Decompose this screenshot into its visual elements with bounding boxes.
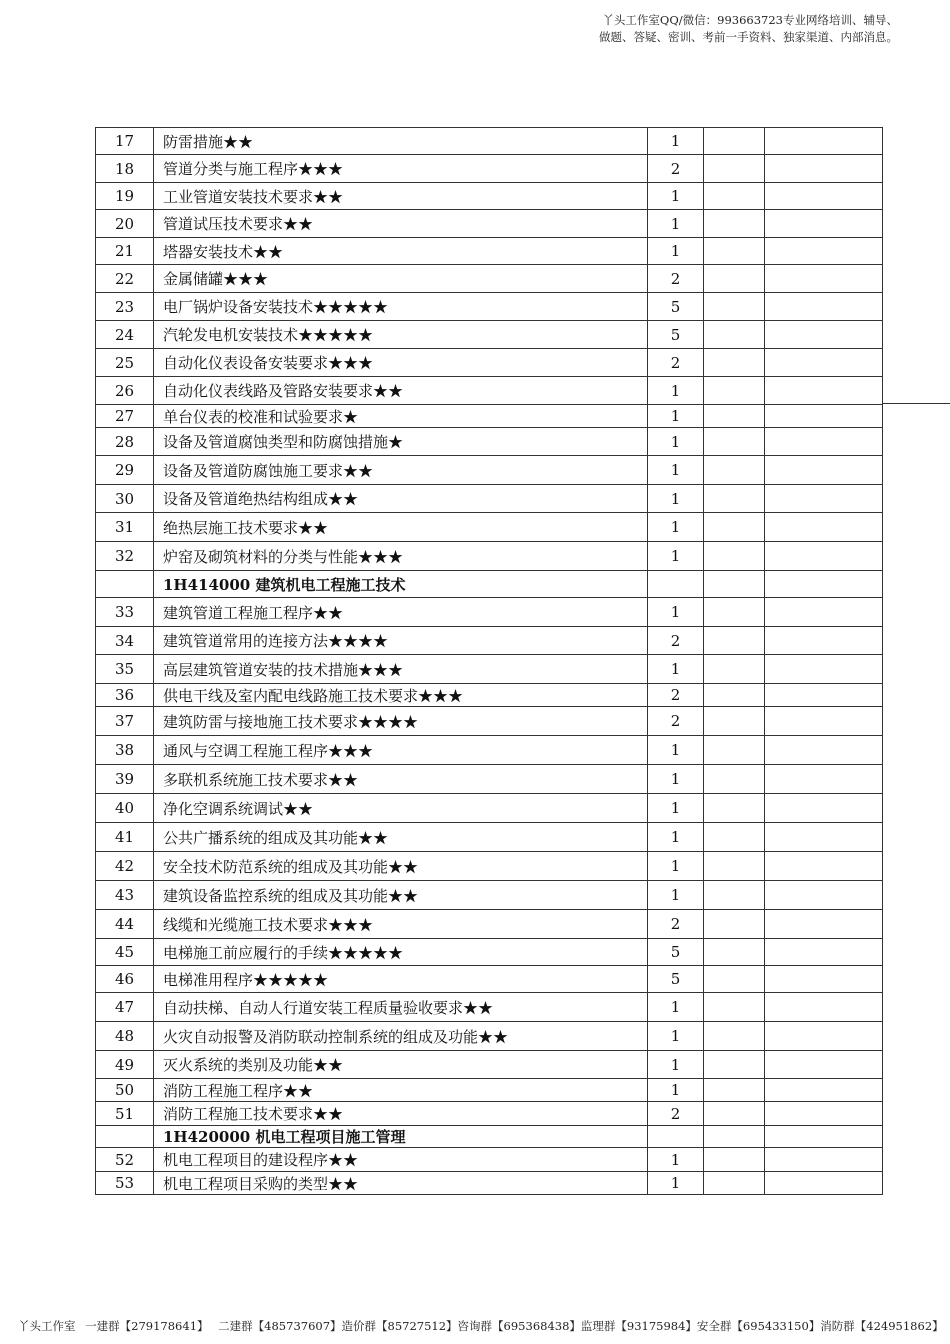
blank-cell (704, 1148, 765, 1172)
score-value: 2 (648, 684, 704, 707)
topic-title: 建筑设备监控系统的组成及其功能★★ (154, 881, 648, 910)
row-number: 31 (96, 513, 154, 542)
blank-cell (765, 428, 883, 456)
blank-cell (765, 183, 883, 210)
row-number: 37 (96, 707, 154, 736)
score-value: 1 (648, 852, 704, 881)
score-value: 1 (648, 456, 704, 485)
syllabus-table-body (96, 128, 883, 1195)
blank-cell (765, 349, 883, 377)
blank-cell (765, 377, 883, 405)
blank-cell (704, 655, 765, 684)
score-value: 1 (648, 765, 704, 794)
blank-cell (704, 684, 765, 707)
row-number: 24 (96, 321, 154, 349)
score-value: 1 (648, 485, 704, 513)
row-number: 48 (96, 1022, 154, 1051)
row-number: 49 (96, 1051, 154, 1079)
score-value: 1 (648, 542, 704, 571)
blank-cell (765, 1022, 883, 1051)
blank-cell (765, 707, 883, 736)
blank-cell (765, 823, 883, 852)
topic-title: 电梯准用程序★★★★★ (154, 966, 648, 993)
blank-cell (704, 627, 765, 655)
row-number: 41 (96, 823, 154, 852)
section-score-cell (648, 1126, 704, 1148)
topic-title: 净化空调系统调试★★ (154, 794, 648, 823)
blank-cell (765, 513, 883, 542)
footer-contacts (18, 1318, 950, 1334)
blank-cell (704, 881, 765, 910)
blank-cell (765, 627, 883, 655)
row-number: 21 (96, 238, 154, 265)
table-row (96, 684, 883, 707)
blank-cell (765, 993, 883, 1022)
score-value: 5 (648, 293, 704, 321)
section-num-cell (96, 571, 154, 598)
blank-cell (704, 1079, 765, 1102)
topic-title: 绝热层施工技术要求★★ (154, 513, 648, 542)
blank-cell (765, 1051, 883, 1079)
score-value: 2 (648, 155, 704, 183)
blank-cell (704, 155, 765, 183)
score-value: 1 (648, 598, 704, 627)
topic-title: 自动化仪表线路及管路安装要求★★ (154, 377, 648, 405)
blank-cell (704, 939, 765, 966)
blank-cell (765, 1079, 883, 1102)
blank-cell (704, 293, 765, 321)
row-number: 47 (96, 993, 154, 1022)
topic-title: 管道试压技术要求★★ (154, 210, 648, 238)
table-row (96, 265, 883, 293)
blank-cell (704, 736, 765, 765)
table-row (96, 210, 883, 238)
blank-cell (704, 542, 765, 571)
table-row (96, 155, 883, 183)
row-number: 30 (96, 485, 154, 513)
row-number: 40 (96, 794, 154, 823)
row-number: 53 (96, 1172, 154, 1195)
blank-cell (765, 939, 883, 966)
blank-cell (704, 852, 765, 881)
blank-cell (704, 1172, 765, 1195)
row-number: 50 (96, 1079, 154, 1102)
section-row (96, 1126, 883, 1148)
blank-cell (765, 1148, 883, 1172)
blank-cell (765, 1126, 883, 1148)
topic-title: 自动扶梯、自动人行道安装工程质量验收要求★★ (154, 993, 648, 1022)
topic-title: 公共广播系统的组成及其功能★★ (154, 823, 648, 852)
table-row (96, 993, 883, 1022)
score-value: 1 (648, 881, 704, 910)
topic-title: 防雷措施★★ (154, 128, 648, 155)
topic-title: 高层建筑管道安装的技术措施★★★ (154, 655, 648, 684)
topic-title: 工业管道安装技术要求★★ (154, 183, 648, 210)
blank-cell (704, 966, 765, 993)
blank-cell (765, 456, 883, 485)
section-score-cell (648, 571, 704, 598)
topic-title: 炉窑及砌筑材料的分类与性能★★★ (154, 542, 648, 571)
blank-cell (765, 238, 883, 265)
blank-cell (765, 765, 883, 794)
blank-cell (765, 542, 883, 571)
blank-cell (704, 513, 765, 542)
syllabus-table (95, 127, 883, 1195)
row-number: 34 (96, 627, 154, 655)
score-value: 1 (648, 736, 704, 765)
score-value: 2 (648, 1102, 704, 1126)
table-row (96, 293, 883, 321)
row-number: 46 (96, 966, 154, 993)
blank-cell (704, 794, 765, 823)
row-number: 35 (96, 655, 154, 684)
blank-cell (704, 428, 765, 456)
section-title: 1H420000 机电工程项目施工管理 (154, 1126, 648, 1148)
topic-title: 机电工程项目的建设程序★★ (154, 1148, 648, 1172)
row-number: 38 (96, 736, 154, 765)
score-value: 1 (648, 128, 704, 155)
header-note (478, 12, 898, 46)
table-row (96, 513, 883, 542)
score-value: 2 (648, 627, 704, 655)
blank-cell (765, 655, 883, 684)
table-row (96, 321, 883, 349)
score-value: 1 (648, 210, 704, 238)
blank-cell (765, 485, 883, 513)
blank-cell (704, 265, 765, 293)
row-number: 44 (96, 910, 154, 939)
topic-title: 多联机系统施工技术要求★★ (154, 765, 648, 794)
blank-cell (765, 265, 883, 293)
blank-cell (704, 1022, 765, 1051)
row-number: 45 (96, 939, 154, 966)
row-number: 17 (96, 128, 154, 155)
footer-group-yijian: 一建群【279178641】 (85, 1319, 209, 1333)
score-value: 2 (648, 265, 704, 293)
score-value: 5 (648, 321, 704, 349)
table-row (96, 1051, 883, 1079)
section-row (96, 571, 883, 598)
row-number: 51 (96, 1102, 154, 1126)
blank-cell (704, 210, 765, 238)
blank-cell (765, 321, 883, 349)
score-value: 1 (648, 794, 704, 823)
table-row (96, 1022, 883, 1051)
blank-cell (765, 293, 883, 321)
score-value: 1 (648, 238, 704, 265)
blank-cell (765, 405, 883, 428)
score-value: 2 (648, 707, 704, 736)
table-row (96, 405, 883, 428)
table-row (96, 183, 883, 210)
score-value: 1 (648, 655, 704, 684)
topic-title: 金属储罐★★★ (154, 265, 648, 293)
topic-title: 消防工程施工技术要求★★ (154, 1102, 648, 1126)
topic-title: 设备及管道绝热结构组成★★ (154, 485, 648, 513)
topic-title: 单台仪表的校准和试验要求★ (154, 405, 648, 428)
score-value: 2 (648, 910, 704, 939)
table-row (96, 655, 883, 684)
row-number: 19 (96, 183, 154, 210)
topic-title: 设备及管道腐蚀类型和防腐蚀措施★ (154, 428, 648, 456)
blank-cell (704, 321, 765, 349)
blank-cell (765, 736, 883, 765)
blank-cell (765, 794, 883, 823)
topic-title: 火灾自动报警及消防联动控制系统的组成及功能★★ (154, 1022, 648, 1051)
table-row (96, 349, 883, 377)
blank-cell (765, 210, 883, 238)
header-note-line-1: 丫头工作室QQ/微信：993663723专业网络培训、辅导、 (602, 13, 898, 27)
score-value: 1 (648, 183, 704, 210)
footer-group-list: 二建群【485737607】造价群【85727512】咨询群【695368438】监理群【93175984】安全群【695433150】消防群【424951862】 (218, 1319, 944, 1333)
topic-title: 供电干线及室内配电线路施工技术要求★★★ (154, 684, 648, 707)
topic-title: 灭火系统的类别及功能★★ (154, 1051, 648, 1079)
table-row (96, 881, 883, 910)
score-value: 1 (648, 405, 704, 428)
score-value: 1 (648, 993, 704, 1022)
blank-cell (704, 707, 765, 736)
topic-title: 安全技术防范系统的组成及其功能★★ (154, 852, 648, 881)
table-row (96, 823, 883, 852)
row-number: 39 (96, 765, 154, 794)
table-row (96, 765, 883, 794)
table-row (96, 1102, 883, 1126)
row-number: 43 (96, 881, 154, 910)
table-row (96, 794, 883, 823)
score-value: 1 (648, 1148, 704, 1172)
topic-title: 电厂锅炉设备安装技术★★★★★ (154, 293, 648, 321)
table-row (96, 1079, 883, 1102)
row-number: 26 (96, 377, 154, 405)
blank-cell (765, 881, 883, 910)
table-row (96, 485, 883, 513)
score-value: 1 (648, 823, 704, 852)
topic-title: 机电工程项目采购的类型★★ (154, 1172, 648, 1195)
topic-title: 自动化仪表设备安装要求★★★ (154, 349, 648, 377)
blank-cell (704, 238, 765, 265)
blank-cell (704, 349, 765, 377)
topic-title: 建筑管道工程施工程序★★ (154, 598, 648, 627)
row-number: 23 (96, 293, 154, 321)
row-number: 32 (96, 542, 154, 571)
score-value: 1 (648, 513, 704, 542)
table-row (96, 966, 883, 993)
row-number: 52 (96, 1148, 154, 1172)
row-number: 22 (96, 265, 154, 293)
table-row (96, 852, 883, 881)
blank-cell (704, 128, 765, 155)
blank-cell (765, 852, 883, 881)
blank-cell (765, 966, 883, 993)
topic-title: 电梯施工前应履行的手续★★★★★ (154, 939, 648, 966)
row-number: 25 (96, 349, 154, 377)
row-number: 42 (96, 852, 154, 881)
blank-cell (704, 456, 765, 485)
blank-cell (704, 1051, 765, 1079)
table-row (96, 428, 883, 456)
blank-cell (704, 1126, 765, 1148)
score-value: 5 (648, 966, 704, 993)
table-row (96, 1148, 883, 1172)
blank-cell (765, 571, 883, 598)
blank-cell (765, 1172, 883, 1195)
blank-cell (704, 571, 765, 598)
row-number: 29 (96, 456, 154, 485)
footer-studio-name: 丫头工作室 (18, 1319, 76, 1333)
table-row (96, 627, 883, 655)
blank-cell (704, 993, 765, 1022)
row-number: 27 (96, 405, 154, 428)
score-value: 5 (648, 939, 704, 966)
blank-cell (704, 485, 765, 513)
blank-cell (765, 598, 883, 627)
section-num-cell (96, 1126, 154, 1148)
table-row (96, 910, 883, 939)
score-value: 1 (648, 428, 704, 456)
blank-cell (765, 684, 883, 707)
table-row (96, 707, 883, 736)
topic-title: 管道分类与施工程序★★★ (154, 155, 648, 183)
blank-cell (704, 377, 765, 405)
topic-title: 建筑管道常用的连接方法★★★★ (154, 627, 648, 655)
blank-cell (765, 1102, 883, 1126)
table-row (96, 377, 883, 405)
topic-title: 设备及管道防腐蚀施工要求★★ (154, 456, 648, 485)
score-value: 1 (648, 377, 704, 405)
topic-title: 线缆和光缆施工技术要求★★★ (154, 910, 648, 939)
blank-cell (765, 128, 883, 155)
topic-title: 汽轮发电机安装技术★★★★★ (154, 321, 648, 349)
row-number: 20 (96, 210, 154, 238)
table-row (96, 456, 883, 485)
row-number: 18 (96, 155, 154, 183)
table-row (96, 542, 883, 571)
topic-title: 建筑防雷与接地施工技术要求★★★★ (154, 707, 648, 736)
blank-cell (704, 823, 765, 852)
blank-cell (704, 1102, 765, 1126)
blank-cell (704, 183, 765, 210)
score-value: 1 (648, 1051, 704, 1079)
score-value: 2 (648, 349, 704, 377)
blank-cell (765, 155, 883, 183)
topic-title: 消防工程施工程序★★ (154, 1079, 648, 1102)
table-row (96, 736, 883, 765)
table-row (96, 1172, 883, 1195)
header-note-line-2: 做题、答疑、密训、考前一手资料、独家渠道、内部消息。 (599, 30, 898, 44)
table-row (96, 128, 883, 155)
topic-title: 通风与空调工程施工程序★★★ (154, 736, 648, 765)
row-number: 28 (96, 428, 154, 456)
score-value: 1 (648, 1172, 704, 1195)
blank-cell (704, 405, 765, 428)
topic-title: 塔器安装技术★★ (154, 238, 648, 265)
stray-rule-line (882, 403, 950, 404)
score-value: 1 (648, 1022, 704, 1051)
blank-cell (765, 910, 883, 939)
blank-cell (704, 598, 765, 627)
blank-cell (704, 910, 765, 939)
table-row (96, 238, 883, 265)
table-row (96, 598, 883, 627)
blank-cell (704, 765, 765, 794)
score-value: 1 (648, 1079, 704, 1102)
table-row (96, 939, 883, 966)
row-number: 36 (96, 684, 154, 707)
section-title: 1H414000 建筑机电工程施工技术 (154, 571, 648, 598)
row-number: 33 (96, 598, 154, 627)
